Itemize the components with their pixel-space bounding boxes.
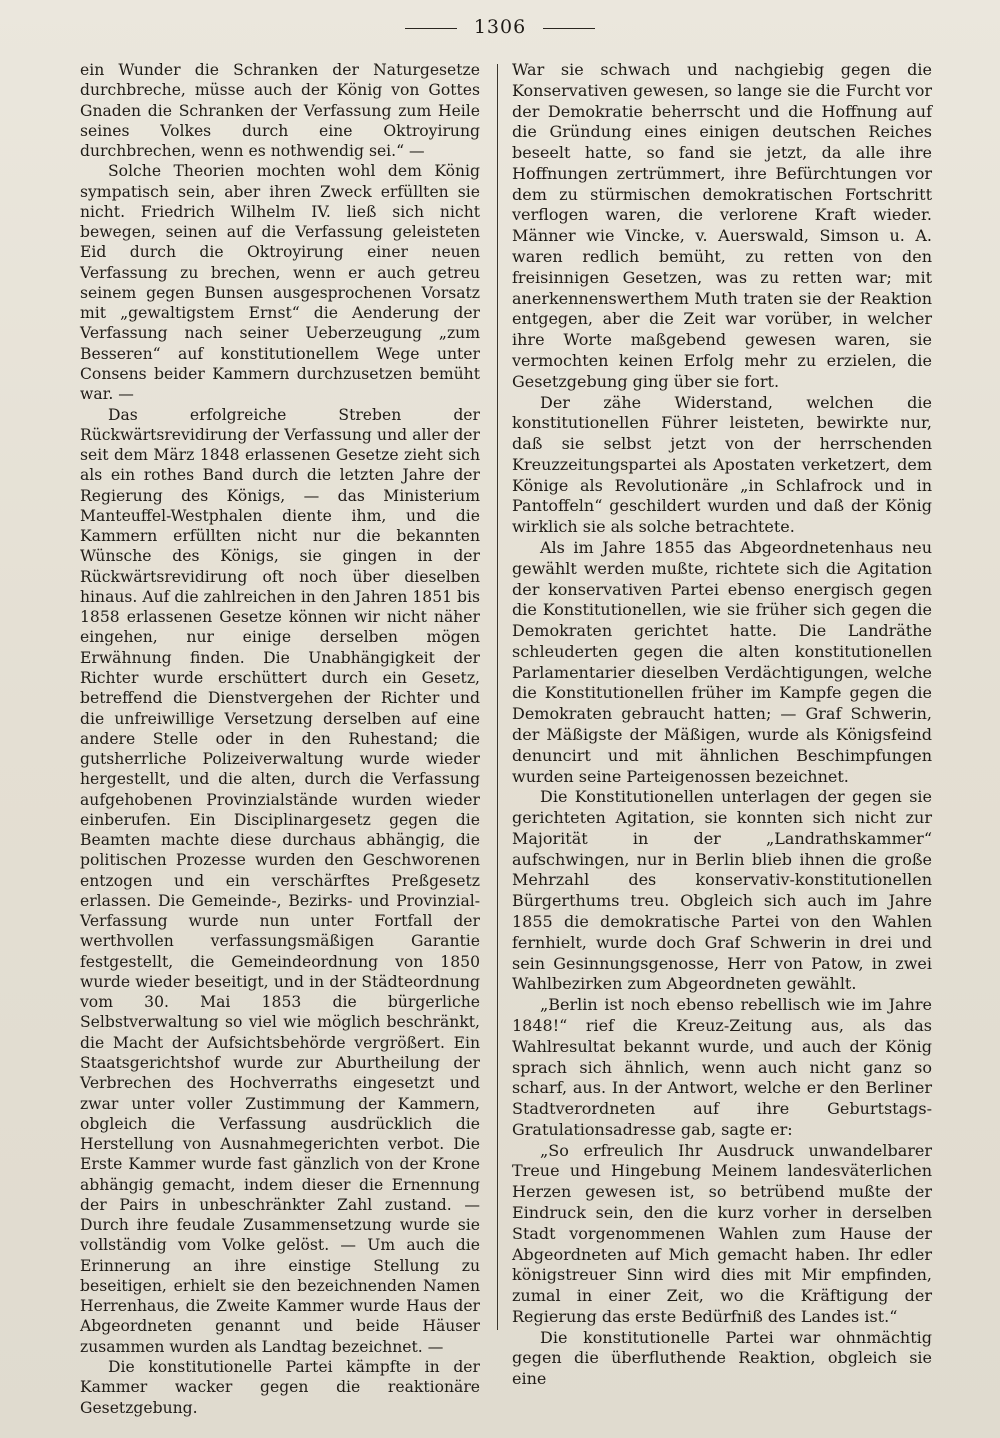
quotation-paragraph: „So erfreulich Ihr Ausdruck unwandelbarer Treue und Hingebung Meinem landesväterlichen Herzen gewesen ist, so betrübend mußte der Eindruck sein, den die kurz vorher in derselben Stadt vorgenommenen Wahlen zum Hause der Abgeordneten auf Mich gemacht haben. Ihr edler königstreuer Sinn wird dies mit Mir empfinden, zumal in einer Zeit, wo die Kräftigung der Regierung das erste Bedürfniß des Landes ist.“ xyxy=(512,1140,932,1326)
paragraph: Die Konstitutionellen unterlagen der gegen sie gerichteten Agitation, sie konnten sich nicht zur Majorität in der „Landrathskammer“ aufschwingen, nur in Berlin blieb ihnen die große Mehrzahl des konservativ-konstitutionellen Bürgerthums treu. Obgleich sich auch im Jahre 1855 die demokratische Partei von den Wahlen fernhielt, wurde doch Graf Schwerin in drei und sein Gesinnungsgenosse, Herr von Patow, in zwei Wahlbezirken zum Abgeordneten gewählt. xyxy=(512,787,932,994)
header-dash-right xyxy=(543,28,595,29)
paragraph: ein Wunder die Schranken der Naturgesetze durchbreche, müsse auch der König von Gottes Gnaden die Schranken der Verfassung zum Heile seines Volkes durch eine Oktroyirung durchbrechen, wenn es nothwendig sei.“ — xyxy=(80,61,480,161)
left-column xyxy=(80,60,480,1418)
paragraph: „Berlin ist noch ebenso rebellisch wie im Jahre 1848!“ rief die Kreuz-Zeitung aus, als das Wahlresultat bekannt wurde, und auch der König sprach sich ähnlich, wenn auch nicht ganz so scharf, aus. In der Antwort, welche er den Berliner Stadtverordneten auf ihre Geburtstags-Gratulationsadresse gab, sagte er: xyxy=(512,995,932,1139)
paragraph: Solche Theorien mochten wohl dem König sympatisch sein, aber ihren Zweck erfüllten sie nicht. Friedrich Wilhelm IV. ließ sich nicht bewegen, seinen auf die Verfassung geleisteten Eid durch die Oktroyirung einer neuen Verfassung zu brechen, wenn er auch getreu seinem gegen Bunsen ausgesprochenen Vorsatz mit „gewaltigstem Ernst“ die Aenderung der Verfassung nach seiner Ueberzeugung „zum Besseren“ auf konstitutionellem Wege unter Consens beider Kammern durchzusetzen bemüht war. — xyxy=(80,162,480,404)
page-number: 1306 xyxy=(473,16,527,38)
paragraph: Das erfolgreiche Streben der Rückwärtsrevidirung der Verfassung und aller der seit dem März 1848 erlassenen Gesetze zieht sich als ein rothes Band durch die letzten Jahre der Regierung des Königs, — das Ministerium Manteuffel-Westphalen diente ihm, und die Kammern erfüllten nicht nur die bekannten Wünsche des Königs, sie gingen in der Rückwärtsrevidirung oft noch über dieselben hinaus. Auf die zahlreichen in den Jahren 1851 bis 1858 erlassenen Gesetze können wir nicht näher eingehen, nur einige derselben mögen Erwähnung finden. Die Unabhängigkeit der Richter wurde erschüttert durch ein Gesetz, betreffend die Dienstvergehen der Richter und die unfreiwillige Versetzung derselben auf eine andere Stelle oder in den Ruhestand; die gutsherrliche Polizeiverwaltung wurde wieder hergestellt, und die alten, durch die Verfassung aufgehobenen Provinzialstände wurden wieder einberufen. Ein Disciplinargesetz gegen die Beamten machte diese durchaus abhängig, die politischen Prozesse wurden den Geschworenen entzogen und ein verschärftes Preßgesetz erlassen. Die Gemeinde-, Bezirks- und Provinzial-Verfassung wurde nun unter Fortfall der werthvollen verfassungsmäßigen Garantie festgestellt, die Gemeindeordnung von 1850 wurde wieder beseitigt, und in der Städteordnung vom 30. Mai 1853 die bürgerliche Selbstverwaltung so viel wie möglich beschränkt, die Macht der Aufsichtsbehörde vergrößert. Ein Staatsgerichtshof wurde zur Aburtheilung der Verbrechen des Hochverraths eingesetzt und zwar unter voller Zustimmung der Kammern, obgleich die Verfassung ausdrücklich die Herstellung von Ausnahmegerichten verbot. Die Erste Kammer wurde fast gänzlich von der Krone abhängig gemacht, indem dieser die Ernennung der Pairs in unbeschränkter Zahl zustand. — Durch ihre feudale Zusammensetzung wurde sie vollständig vom Volke gelöst. — Um auch die Erinnerung an ihre einstige Stellung zu beseitigen, erhielt sie den bezeichnenden Namen Herrenhaus, die Zweite Kammer wurde Haus der Abgeordneten genannt und beide Häuser zusammen wurden als Landtag bezeichnet. — xyxy=(80,405,480,1356)
paragraph: Als im Jahre 1855 das Abgeordnetenhaus neu gewählt werden mußte, richtete sich die Agitation der konservativen Partei ebenso energisch gegen die Konstitutionellen, wie sie früher sich gegen die Demokraten gerichtet hatte. Die Landräthe schleuderten gegen die alten konstitutionellen Parlamentarier dieselben Verdächtigungen, welche die Konstitutionellen früher im Kampfe gegen die Demokraten gebraucht hatten; — Graf Schwerin, der Mäßigste der Mäßigen, wurde als Königsfeind denuncirt und mit ähnlichen Beschimpfungen wurden seine Parteigenossen bezeichnet. xyxy=(512,537,932,786)
paragraph: Die konstitutionelle Partei war ohnmächtig gegen die überfluthende Reaktion, obgleich sie eine xyxy=(512,1327,932,1389)
paragraph: Der zähe Widerstand, welchen die konstitutionellen Führer leisteten, bewirkte nur, daß sie selbst jetzt von der herrschenden Kreuzzeitungspartei als Apostaten verketzert, dem Könige als Revolutionäre „in Schlafrock und in Pantoffeln“ geschildert wurden und daß der König wirklich sie als solche betrachtete. xyxy=(512,392,932,537)
right-column xyxy=(512,60,932,1390)
paragraph: Die konstitutionelle Partei kämpfte in der Kammer wacker gegen die reaktionäre Gesetzgebung. xyxy=(80,1358,480,1417)
page-header xyxy=(0,16,1000,38)
column-divider xyxy=(497,64,498,1330)
paragraph: War sie schwach und nachgiebig gegen die Konservativen gewesen, so lange sie die Furcht vor der Demokratie beherrscht und die Hoffnung auf die Gründung eines einigen deutschen Reiches beseelt hatte, so fand sie jetzt, da alle ihre Hoffnungen zertrümmert, ihre Befürchtungen vor dem zu stürmischen demokratischen Fortschritt verflogen waren, die verlorene Kraft wieder. Männer wie Vincke, v. Auerswald, Simson u. A. waren redlich bemüht, zu retten von den freisinnigen Gesetzen, was zu retten war; mit anerkennenswerthem Muth traten sie der Reaktion entgegen, aber die Zeit war vorüber, in welcher ihre Worte maßgebend gewesen waren, sie vermochten keinen Erfolg mehr zu erzielen, die Gesetzgebung ging über sie fort. xyxy=(512,60,932,391)
header-dash-left xyxy=(405,28,457,29)
